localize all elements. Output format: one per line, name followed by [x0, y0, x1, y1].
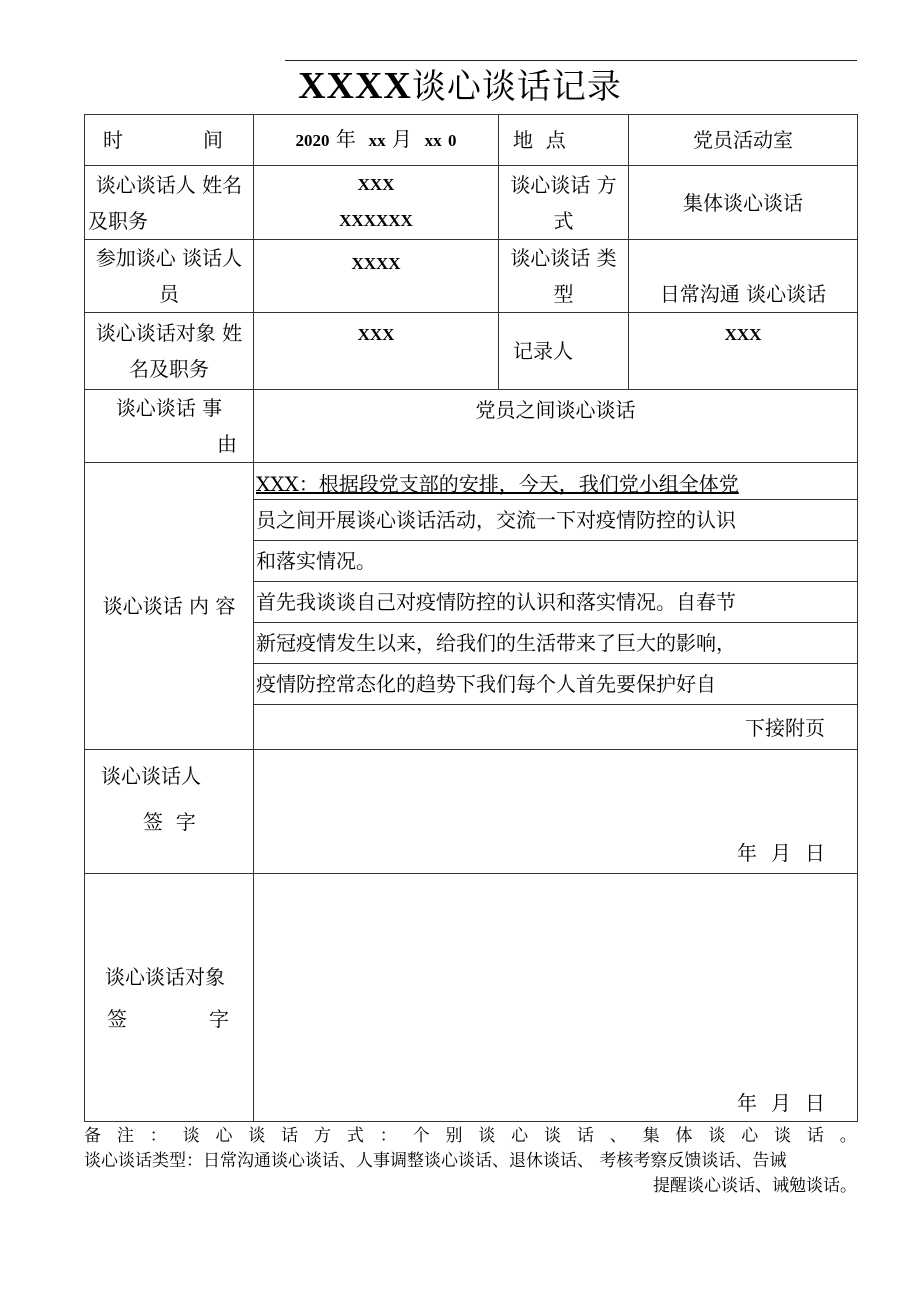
talker-sign-area	[254, 750, 858, 874]
remarks-char: 话	[806, 1126, 824, 1146]
remarks-char: 话	[281, 1126, 299, 1146]
content-line: 新冠疫情发生以来，给我们的生活带来了巨大的影响，	[254, 623, 857, 664]
mode-label: 谈心谈话 方 式	[499, 166, 629, 240]
content-line: 疫情防控常态化的趋势下我们每个人首先要保护好自	[254, 664, 857, 705]
content-body	[254, 463, 858, 750]
remarks-char: 心	[215, 1126, 233, 1146]
target-value: XXX	[254, 313, 499, 390]
remarks-char: 体	[675, 1126, 693, 1146]
reason-label: 谈心谈话 事 由	[85, 390, 254, 463]
remarks-char: 式	[346, 1126, 364, 1146]
target-label: 谈心谈话对象 姓 名及职务	[85, 313, 254, 390]
place-label: 地 点	[499, 115, 629, 166]
remarks-char: ：	[149, 1126, 167, 1146]
row-participants	[85, 240, 858, 313]
target-sign-area	[254, 874, 858, 1122]
remarks-char: 。	[839, 1126, 857, 1146]
row-content	[85, 463, 858, 750]
row-reason	[85, 390, 858, 463]
remarks-char: 谈	[182, 1126, 200, 1146]
remarks-char: 、	[609, 1126, 627, 1146]
remarks-char: 心	[511, 1126, 529, 1146]
remarks-char: 话	[576, 1126, 594, 1146]
content-line: 员之间开展谈心谈话活动，交流一下对疫情防控的认识	[254, 500, 857, 541]
content-line: XXX：根据段党支部的安排，今天，我们党小组全体党	[254, 463, 857, 500]
recorder-label: 记录人	[499, 313, 629, 390]
row-target-sign	[85, 874, 858, 1122]
record-table	[84, 114, 858, 1122]
remarks-line-2: 谈心谈话类型：日常沟通谈心谈话、人事调整谈心谈话、退休谈话、 考核考察反馈谈话、告诫	[84, 1151, 787, 1171]
row-talker	[85, 166, 858, 240]
time-value: 2020 年 xx 月 xx 0	[254, 115, 499, 166]
talker-label: 谈心谈话人 姓名 及职务	[85, 166, 254, 240]
remarks-char: 注	[116, 1126, 134, 1146]
remarks-line-3: 提醒谈心谈话、诫勉谈话。	[653, 1176, 857, 1196]
mode-value: 集体谈心谈话	[629, 166, 858, 240]
remarks-char: 谈	[478, 1126, 496, 1146]
title-code: XXXX	[298, 65, 412, 107]
remarks-char: 谈	[248, 1126, 266, 1146]
title-rule	[285, 60, 857, 61]
time-label: 时 间	[85, 115, 254, 166]
target-sign-date: 年 月 日	[737, 1091, 825, 1115]
talker-value: XXX XXXXXX	[254, 166, 499, 240]
title-text: 谈心谈话记录	[411, 67, 622, 107]
continued-note: 下接附页	[745, 716, 825, 740]
remarks-char: 方	[314, 1126, 332, 1146]
remarks-char: 心	[741, 1126, 759, 1146]
participants-label: 参加谈心 谈话人 员	[85, 240, 254, 313]
page-title	[0, 62, 920, 111]
remarks-char: 个	[412, 1126, 430, 1146]
type-label: 谈心谈话 类 型	[499, 240, 629, 313]
participants-value: XXXX	[254, 240, 499, 313]
remarks-char: 谈	[708, 1126, 726, 1146]
reason-value: 党员之间谈心谈话	[254, 390, 858, 463]
row-time	[85, 115, 858, 166]
content-line: 首先我谈谈自己对疫情防控的认识和落实情况。自春节	[254, 582, 857, 623]
remarks-char: ：	[379, 1126, 397, 1146]
remarks	[84, 1124, 857, 1199]
remarks-char: 别	[445, 1126, 463, 1146]
content-line: 和落实情况。	[254, 541, 857, 582]
recorder-value: XXX	[629, 313, 858, 390]
content-label: 谈心谈话 内 容	[85, 463, 254, 750]
remarks-char: 集	[642, 1126, 660, 1146]
row-target	[85, 313, 858, 390]
talker-sign-date: 年 月 日	[737, 841, 825, 865]
talker-sign-label: 谈心谈话人 签 字	[85, 750, 254, 874]
remarks-char: 备	[84, 1126, 101, 1146]
remarks-char: 谈	[774, 1126, 792, 1146]
type-value: 日常沟通 谈心谈话	[629, 240, 858, 313]
row-talker-sign	[85, 750, 858, 874]
remarks-line-1	[84, 1124, 857, 1149]
place-value: 党员活动室	[629, 115, 858, 166]
target-sign-label: 谈心谈话对象 签 字	[85, 874, 254, 1122]
remarks-char: 谈	[544, 1126, 562, 1146]
